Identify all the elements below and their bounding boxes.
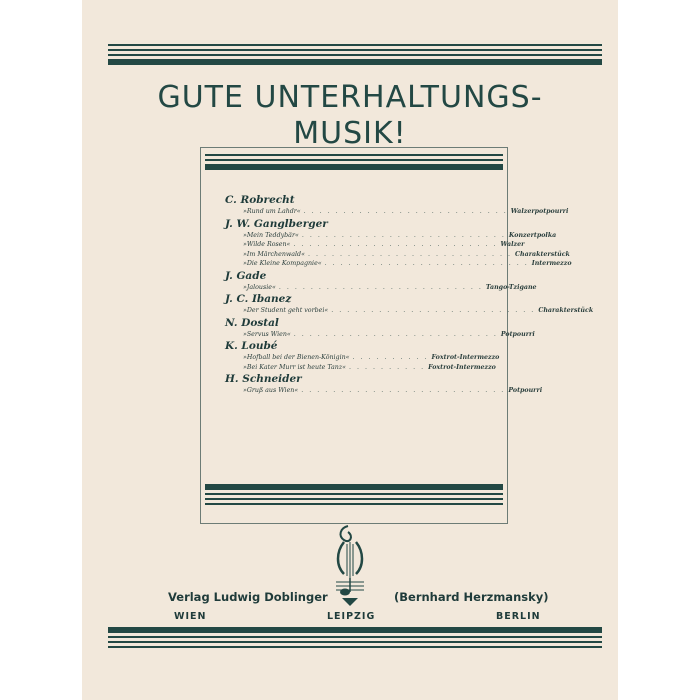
work-title: »Im Märchenwald« — [243, 250, 305, 258]
page-title-line-2: MUSIK! — [293, 116, 407, 151]
work-genre: Intermezzo — [531, 260, 572, 267]
work-title: »Mein Teddybär« — [243, 231, 299, 239]
composer-block — [225, 269, 537, 293]
work-title: »Rund um Lahdr« — [243, 208, 301, 215]
bottom-rule-group — [108, 627, 602, 651]
work-entry — [225, 259, 572, 269]
composer-block — [225, 372, 543, 396]
work-entry — [225, 363, 496, 373]
leader-dots: . . . . . . . . . . . . . . . . . . . . . . . . . . — [307, 250, 513, 258]
composer-name: J. Gade — [225, 269, 267, 282]
rule-line — [205, 498, 503, 500]
leader-dots: . . . . . . . . . . . . . . . . . . . . . . . . . . — [301, 231, 506, 239]
sheet-music-back-cover — [82, 0, 618, 700]
rule-line — [108, 627, 602, 633]
composer-name: H. Schneider — [225, 373, 302, 385]
work-entry — [225, 207, 569, 217]
composer-block — [225, 292, 594, 316]
composer-name: C. Robrecht — [225, 194, 295, 206]
leader-dots: . . . . . . . . . . . . . . . . . . . . . . . . . . — [293, 330, 498, 338]
composer-name: K. Loubé — [225, 340, 278, 352]
work-genre: Charakterstück — [515, 250, 570, 258]
work-title: »Hofball bei der Bienen-Königin« — [243, 354, 350, 361]
work-entry — [225, 240, 525, 250]
rule-line — [108, 59, 602, 65]
work-entry — [225, 353, 500, 363]
work-title: »Jalousie« — [243, 283, 276, 291]
composer-name: J. W. Ganglberger — [225, 217, 328, 230]
leader-dots: . . . . . . . . . . . . . . . . . . . . . . . . . . — [293, 241, 498, 248]
leader-dots: . . . . . . . . . . . . . . . . . . . . . . . . . . — [303, 208, 508, 215]
rule-line — [205, 159, 503, 161]
work-title: »Der Student geht vorbei« — [243, 307, 329, 314]
rule-line — [205, 484, 503, 490]
composer-block — [225, 316, 535, 340]
work-title: »Servus Wien« — [243, 330, 291, 338]
rule-line — [108, 49, 602, 51]
composer-name: N. Dostal — [225, 316, 279, 329]
leader-dots: . . . . . . . . . . . . . . . . . . . . . . . . . . — [324, 260, 529, 267]
work-entry — [225, 231, 557, 241]
composer-name: J. C. Ibanez — [225, 293, 292, 305]
leader-dots: . . . . . . . . . . . . . . . . . . . . . . . . . . — [278, 283, 483, 291]
rule-line — [108, 641, 602, 643]
top-rule-group — [108, 44, 602, 68]
frame-top-rules — [205, 154, 503, 173]
rule-line — [205, 493, 503, 495]
publisher-lyre-emblem-icon — [330, 522, 370, 608]
work-genre: Foxtrot-Intermezzo — [428, 363, 496, 371]
work-genre: Potpourri — [508, 387, 543, 394]
composer-block — [225, 217, 572, 269]
rule-line — [108, 636, 602, 638]
rule-line — [108, 646, 602, 648]
city-leipzig: LEIPZIG — [327, 611, 376, 622]
composer-block — [225, 193, 569, 217]
work-entry — [225, 386, 543, 396]
city-berlin: BERLIN — [496, 611, 541, 622]
work-genre: Walzer — [500, 241, 525, 248]
page-title-line-1: GUTE UNTERHALTUNGS- — [157, 80, 543, 115]
work-genre: Tango-Tzigane — [485, 283, 537, 291]
publisher-owner: (Bernhard Herzmansky) — [394, 590, 549, 604]
work-genre: Konzertpolka — [508, 231, 557, 239]
leader-dots: . . . . . . . . . . . . . . . . . . . . . . . . . . — [301, 387, 506, 394]
work-title: »Gruß aus Wien« — [243, 387, 299, 394]
frame-bottom-rules — [205, 484, 503, 508]
work-genre: Potpourri — [500, 330, 535, 338]
rule-line — [205, 164, 503, 170]
work-genre: Charakterstück — [538, 307, 594, 314]
rule-line — [108, 44, 602, 46]
work-entry — [225, 330, 535, 340]
work-entry — [225, 306, 594, 316]
composer-block — [225, 339, 500, 372]
work-title: »Die Kleine Kompagnie« — [243, 260, 322, 267]
leader-dots: . . . . . . . . . . — [352, 354, 429, 361]
leader-dots: . . . . . . . . . . — [349, 363, 426, 371]
catalog-list — [225, 193, 594, 396]
work-title: »Wilde Rosen« — [243, 241, 291, 248]
work-entry — [225, 250, 570, 260]
work-entry — [225, 283, 537, 293]
city-wien: WIEN — [174, 611, 207, 622]
work-genre: Walzerpotpourri — [510, 208, 569, 215]
rule-line — [108, 54, 602, 56]
work-genre: Foxtrot-Intermezzo — [431, 354, 500, 361]
work-title: »Bei Kater Murr ist heute Tanz« — [243, 363, 347, 371]
rule-line — [205, 154, 503, 156]
publisher-name: Verlag Ludwig Doblinger — [168, 590, 328, 604]
rule-line — [205, 503, 503, 505]
leader-dots: . . . . . . . . . . . . . . . . . . . . . . . . . . — [331, 307, 536, 314]
